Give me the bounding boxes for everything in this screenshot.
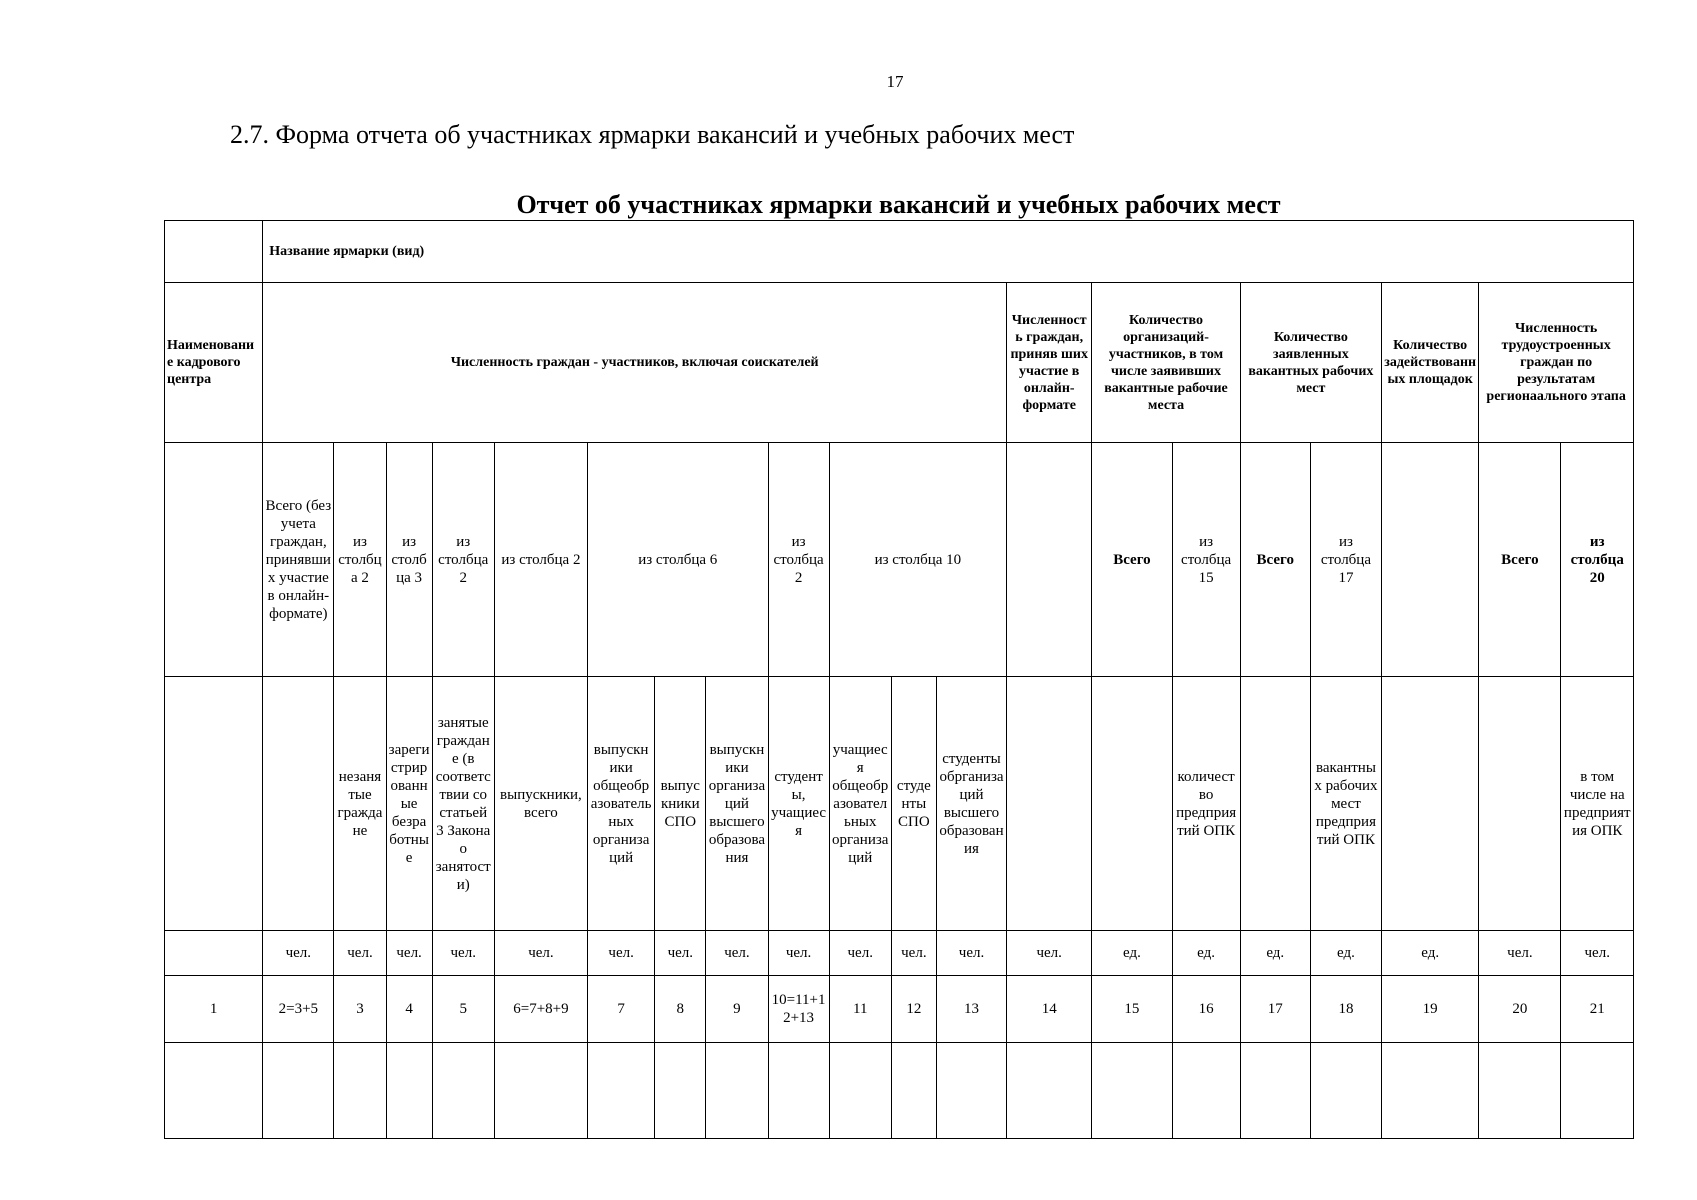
- header-participants: Численность граждан - участников, включая соискателей: [263, 283, 1007, 443]
- unit-cell: чел.: [386, 931, 432, 976]
- sub-total-no-online: Всего (без учета граждан, принявших участие в онлайн-формате): [263, 443, 334, 677]
- report-table: [164, 220, 1634, 1139]
- detail-students-higher: студенты обрганизаций высшего образования: [936, 677, 1006, 931]
- detail-students-spo: студенты СПО: [891, 677, 936, 931]
- unit-cell: ед.: [1092, 931, 1172, 976]
- detail-graduates-school: выпускники общеобразовательных организаций: [588, 677, 655, 931]
- empty-cell: [165, 677, 263, 931]
- empty-data-cell[interactable]: [1092, 1043, 1172, 1139]
- header-platforms: Количество задействованных площадок: [1382, 283, 1479, 443]
- fair-name-cell: Название ярмарки (вид): [263, 221, 1634, 283]
- unit-cell: чел.: [706, 931, 768, 976]
- detail-employed-law: занятые граждане (в соответствии со статьей 3 Закона о занятости): [432, 677, 494, 931]
- col-number-cell: 8: [655, 976, 706, 1043]
- empty-cell: [263, 677, 334, 931]
- detail-unemployed: незанятые граждане: [334, 677, 386, 931]
- detail-registered: зарегистрированные безработные: [386, 677, 432, 931]
- unit-cell: чел.: [891, 931, 936, 976]
- empty-cell: [1382, 443, 1479, 677]
- unit-cell: чел.: [1007, 931, 1092, 976]
- sub-vac-total: Всего: [1240, 443, 1310, 677]
- header-orgs: Количество организаций-участников, в том числе заявивших вакантные рабочие места: [1092, 283, 1240, 443]
- unit-cell: чел.: [263, 931, 334, 976]
- unit-cell: ед.: [1240, 931, 1310, 976]
- sub-from-col17: из столбца 17: [1310, 443, 1381, 677]
- sub-from-col6: из столбца 6: [588, 443, 768, 677]
- detail-opk-vacancies: вакантных рабочих мест предприятий ОПК: [1310, 677, 1381, 931]
- header-employed: Численность трудоустроенных граждан по результатам регионаального этапа: [1479, 283, 1634, 443]
- section-title: 2.7. Форма отчета об участниках ярмарки вакансий и учебных рабочих мест: [230, 120, 1075, 149]
- col-number-cell: 20: [1479, 976, 1561, 1043]
- col-number-cell: 15: [1092, 976, 1172, 1043]
- empty-data-cell[interactable]: [334, 1043, 386, 1139]
- unit-cell: ед.: [1172, 931, 1240, 976]
- col-number-cell: 9: [706, 976, 768, 1043]
- empty-data-cell[interactable]: [263, 1043, 334, 1139]
- empty-data-cell[interactable]: [1479, 1043, 1561, 1139]
- empty-cell: [1479, 677, 1561, 931]
- col-number-cell: 14: [1007, 976, 1092, 1043]
- detail-opk-employed: в том числе на предприятия ОПК: [1561, 677, 1634, 931]
- sub-emp-total: Всего: [1479, 443, 1561, 677]
- col-number-cell: 6=7+8+9: [494, 976, 587, 1043]
- detail-graduates-spo: выпускники СПО: [655, 677, 706, 931]
- col-number-cell: 11: [829, 976, 891, 1043]
- header-vacancies: Количество заявленных вакантных рабочих мест: [1240, 283, 1381, 443]
- empty-cell: [1007, 443, 1092, 677]
- empty-data-cell[interactable]: [432, 1043, 494, 1139]
- unit-cell: чел.: [334, 931, 386, 976]
- empty-data-cell[interactable]: [891, 1043, 936, 1139]
- detail-graduates-higher: выпускники организаций высшего образования: [706, 677, 768, 931]
- col-number-cell: 5: [432, 976, 494, 1043]
- empty-data-cell[interactable]: [936, 1043, 1006, 1139]
- empty-cell: [1007, 677, 1092, 931]
- col-number-cell: 3: [334, 976, 386, 1043]
- unit-cell: чел.: [1561, 931, 1634, 976]
- col-number-cell: 12: [891, 976, 936, 1043]
- sub-from-col2: из столбца 2: [768, 443, 829, 677]
- sub-from-col15: из столбца 15: [1172, 443, 1240, 677]
- empty-data-cell[interactable]: [1310, 1043, 1381, 1139]
- col-number-cell: 7: [588, 976, 655, 1043]
- empty-data-cell[interactable]: [706, 1043, 768, 1139]
- empty-cell: [1240, 677, 1310, 931]
- col-number-cell: 1: [165, 976, 263, 1043]
- detail-opk-enterprises: количество предприятий ОПК: [1172, 677, 1240, 931]
- sub-from-col2: из столбца 2: [334, 443, 386, 677]
- sub-from-col10: из столбца 10: [829, 443, 1006, 677]
- col-number-cell: 17: [1240, 976, 1310, 1043]
- unit-cell: чел.: [494, 931, 587, 976]
- empty-data-cell[interactable]: [829, 1043, 891, 1139]
- empty-data-cell[interactable]: [1172, 1043, 1240, 1139]
- empty-data-cell[interactable]: [1007, 1043, 1092, 1139]
- header-center-name: Наименование кадрового центра: [165, 283, 263, 443]
- empty-cell: [1092, 677, 1172, 931]
- sub-from-col2: из столбца 2: [432, 443, 494, 677]
- unit-cell: чел.: [768, 931, 829, 976]
- sub-orgs-total: Всего: [1092, 443, 1172, 677]
- sub-from-col2: из столбца 2: [494, 443, 587, 677]
- detail-graduates-all: выпускники, всего: [494, 677, 587, 931]
- empty-data-cell[interactable]: [588, 1043, 655, 1139]
- empty-data-cell[interactable]: [386, 1043, 432, 1139]
- unit-cell: ед.: [1382, 931, 1479, 976]
- report-title: Отчет об участниках ярмарки вакансий и учебных рабочих мест: [516, 190, 1281, 219]
- col-number-cell: 19: [1382, 976, 1479, 1043]
- unit-cell: чел.: [432, 931, 494, 976]
- unit-cell: чел.: [588, 931, 655, 976]
- empty-cell: [165, 443, 263, 677]
- header-online: Численность граждан, приняв ших участие в онлайн-формате: [1007, 283, 1092, 443]
- col-number-cell: 10=11+12+13: [768, 976, 829, 1043]
- empty-cell: [1382, 677, 1479, 931]
- empty-data-cell[interactable]: [1561, 1043, 1634, 1139]
- empty-cell: [165, 931, 263, 976]
- unit-cell: чел.: [936, 931, 1006, 976]
- sub-from-col3: из столбца 3: [386, 443, 432, 677]
- empty-data-cell[interactable]: [494, 1043, 587, 1139]
- empty-data-cell[interactable]: [1240, 1043, 1310, 1139]
- unit-cell: чел.: [829, 931, 891, 976]
- empty-data-cell[interactable]: [165, 1043, 263, 1139]
- empty-data-cell[interactable]: [1382, 1043, 1479, 1139]
- unit-cell: чел.: [655, 931, 706, 976]
- empty-corner-cell: [165, 221, 263, 283]
- empty-data-cell[interactable]: [655, 1043, 706, 1139]
- page-number: 17: [886, 72, 904, 91]
- col-number-cell: 4: [386, 976, 432, 1043]
- col-number-cell: 16: [1172, 976, 1240, 1043]
- col-number-cell: 21: [1561, 976, 1634, 1043]
- sub-from-col20: из столбца 20: [1561, 443, 1634, 677]
- detail-pupils-school: учащиеся общеобразовательных организаций: [829, 677, 891, 931]
- empty-data-cell[interactable]: [768, 1043, 829, 1139]
- col-number-cell: 13: [936, 976, 1006, 1043]
- col-number-cell: 2=3+5: [263, 976, 334, 1043]
- col-number-cell: 18: [1310, 976, 1381, 1043]
- unit-cell: чел.: [1479, 931, 1561, 976]
- detail-students-all: студенты, учащиеся: [768, 677, 829, 931]
- unit-cell: ед.: [1310, 931, 1381, 976]
